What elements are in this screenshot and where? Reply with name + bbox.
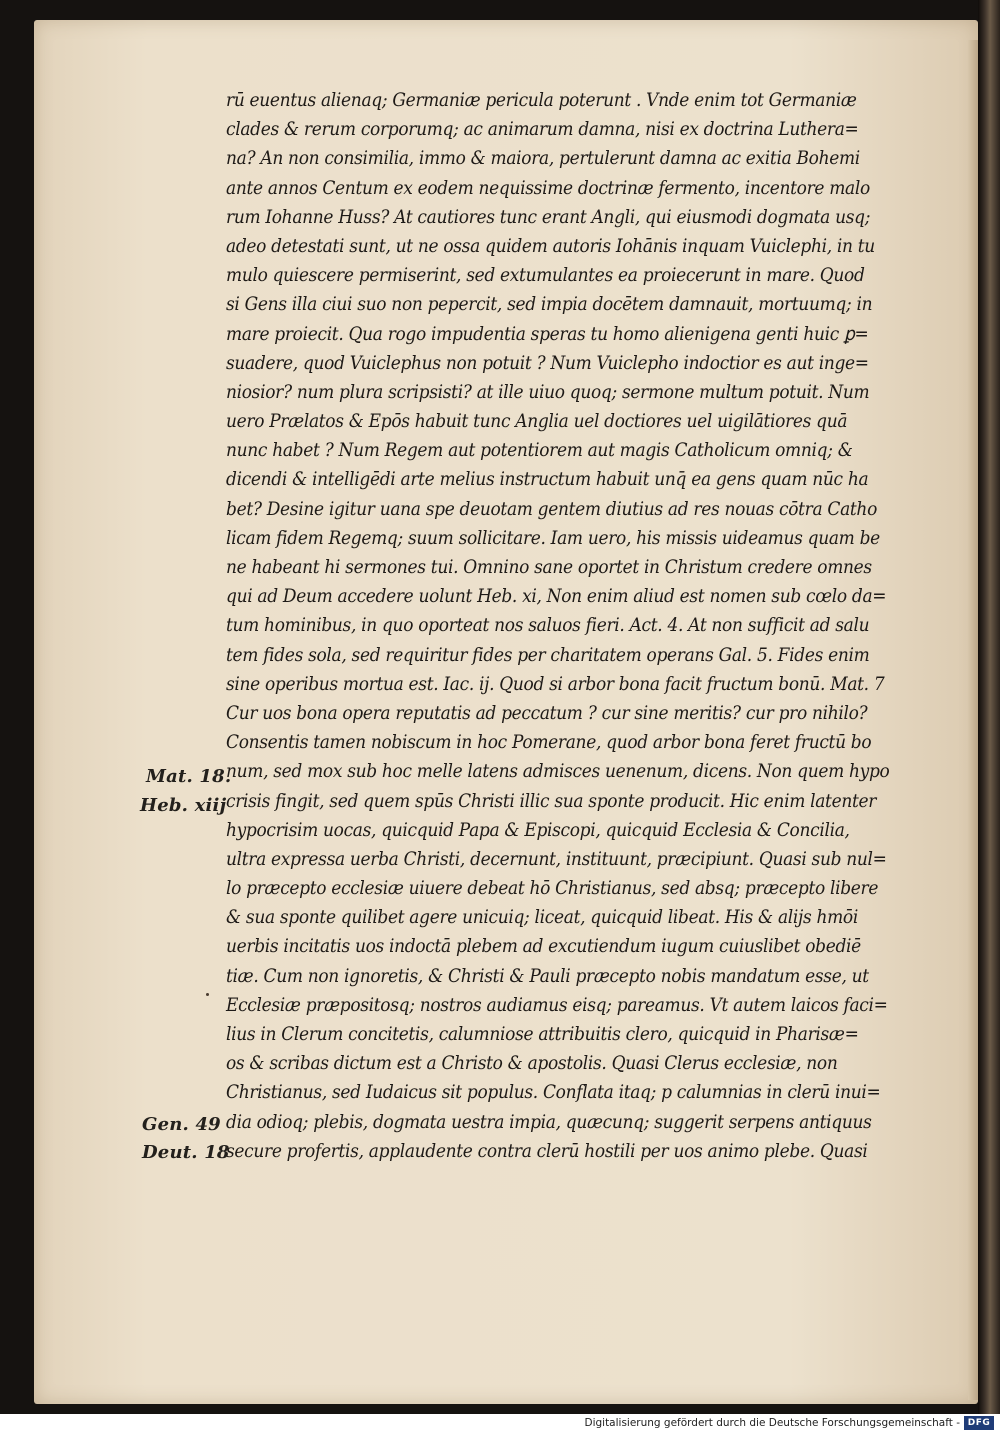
text-line: uero Prælatos & Epōs habuit tunc Anglia uel doctiores uel uigilātiores quā	[226, 411, 848, 433]
margin-note-mat: Mat. 18.	[146, 766, 232, 787]
text-line: uerbis incitatis uos indoctā plebem ad excutiendum iugum cuiuslibet obediē	[226, 936, 861, 958]
text-line: niosior? num plura scripsisti? at ille uiuo quoq; sermone multum potuit. Num	[226, 381, 870, 403]
text-line: ante annos Centum ex eodem nequissime doctrinæ fermento, incentore malo	[226, 177, 870, 199]
text-line: si Gens illa ciui suo non pepercit, sed impia docētem damnauit, mortuumq; in	[226, 294, 873, 316]
text-line: lius in Clerum concitetis, calumniose attribuitis clero, quicquid in Pharisæ=	[226, 1024, 859, 1045]
book-spine-edge	[978, 0, 1000, 1414]
text-line: Ecclesiæ præpositosq; nostros audiamus eisq; pareamus. Vt autem laicos faci=	[226, 994, 888, 1016]
text-line: os & scribas dictum est a Christo & apostolis. Quasi Clerus ecclesiæ, non	[226, 1053, 838, 1075]
text-line: licam fidem Regemq; suum sollicitare. Iam uero, his missis uideamus quam be	[226, 527, 880, 549]
text-line: Cur uos bona opera reputatis ad peccatum ? cur sine meritis? cur pro nihilo?	[226, 702, 868, 724]
text-line: tum hominibus, in quo oporteat nos saluos fieri. Act. 4. At non sufficit ad salu	[226, 615, 870, 637]
text-line: adeo detestati sunt, ut ne ossa quidem autoris Iohānis inquam Vuiclephi, in tu	[226, 235, 875, 257]
text-line: rū euentus alienaq; Germaniæ pericula poterunt . Vnde enim tot Germaniæ	[226, 90, 857, 111]
text-line: qui ad Deum accedere uolunt Heb. xi, Non enim aliud est nomen sub cœlo da=	[226, 586, 887, 608]
text-line: nunc habet ? Num Regem aut potentiorem aut magis Catholicum omniq; &	[226, 440, 853, 462]
text-line: dia odioq; plebis, dogmata uestra impia, quæcunq; suggerit serpens antiquus	[226, 1111, 872, 1133]
text-line: & sua sponte quilibet agere unicuiq; liceat, quicquid libeat. His & alijs hmōi	[226, 907, 858, 929]
text-line: mulo quiescere permiserint, sed extumulantes ea proiecerunt in mare. Quod	[226, 265, 865, 287]
text-line: dicendi & intelligēdi arte melius instructum habuit unq̄ ea gens quam nūc ha	[226, 469, 869, 491]
text-line: num, sed mox sub hoc melle latens admisces uenenum, dicens. Non quem hypo	[226, 761, 890, 783]
text-line: tem fides sola, sed requiritur fides per charitatem operans Gal. 5. Fides enim	[226, 644, 870, 666]
text-line: tiæ. Cum non ignoretis, & Christi & Pauli præcepto nobis mandatum esse, ut	[226, 965, 869, 987]
text-line: Consentis tamen nobiscum in hoc Pomerane, quod arbor bona feret fructū bo	[226, 732, 872, 754]
page-fore-edge	[968, 40, 978, 1400]
margin-note-gen: Gen. 49	[142, 1114, 221, 1135]
text-line: na? An non consimilia, immo & maiora, pertulerunt damna ac exitia Bohemi	[226, 148, 860, 170]
margin-note-heb: Heb. xiij	[140, 795, 227, 816]
text-line: secure profertis, applaudente contra clerū hostili per uos animo plebe. Quasi	[226, 1140, 868, 1162]
text-line: clades & rerum corporumq; ac animarum damna, nisi ex doctrina Luthera=	[226, 119, 859, 141]
text-line: bet? Desine igitur uana spe deuotam gentem diutius ad res nouas cōtra Catho	[226, 498, 878, 520]
text-line: lo præcepto ecclesiæ uiuere debeat hō Christianus, sed absq; præcepto libere	[226, 878, 879, 900]
text-line: ultra expressa uerba Christi, decernunt, instituunt, præcipiunt. Quasi sub nul=	[226, 848, 887, 870]
text-line: Christianus, sed Iudaicus sit populus. Conflata itaq; p calumnias in clerū inui=	[226, 1082, 881, 1104]
text-line: crisis fingit, sed quem spūs Christi illic sua sponte producit. Hic enim latenter	[226, 790, 877, 812]
main-text-block	[226, 86, 946, 1166]
footer-credit: Digitalisierung gefördert durch die Deutsche Forschungsgemeinschaft -	[584, 1417, 960, 1429]
text-line: rum Iohanne Huss? At cautiores tunc erant Angli, qui eiusmodi dogmata usq;	[226, 206, 871, 228]
text-line: mare proiecit. Qua rogo impudentia speras tu homo alienigena genti huic ꝑ=	[226, 323, 869, 345]
text-line: ne habeant hi sermones tui. Omnino sane oportet in Christum credere omnes	[226, 557, 872, 578]
text-line: hypocrisim uocas, quicquid Papa & Episcopi, quicquid Ecclesia & Concilia,	[226, 819, 850, 841]
dfg-logo: DFG	[964, 1416, 994, 1430]
text-line: suadere, quod Vuiclephus non potuit ? Num Vuiclepho indoctior es aut inge=	[226, 352, 869, 374]
text-line: sine operibus mortua est. Iac. ij. Quod si arbor bona facit fructum bonū. Mat. 7	[226, 673, 885, 695]
margin-note-deut: Deut. 18	[142, 1142, 230, 1163]
paper-speck	[206, 993, 209, 996]
